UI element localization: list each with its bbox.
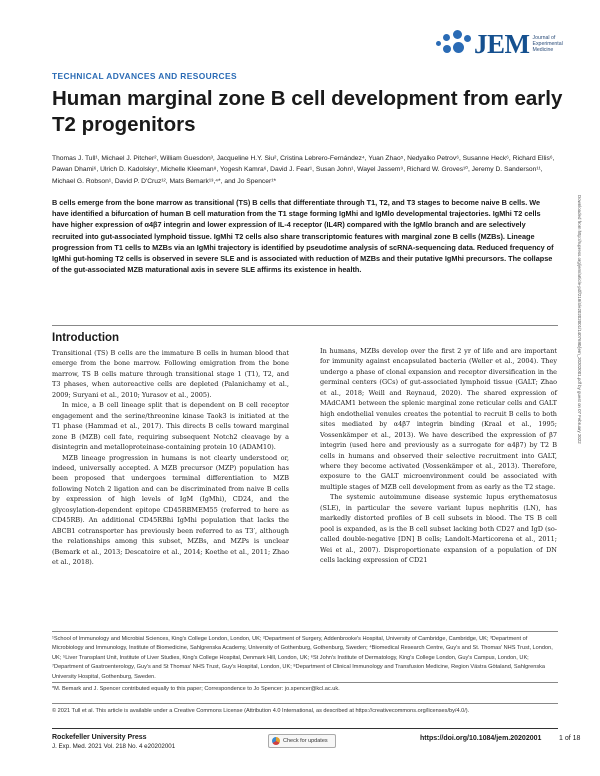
check-for-updates-button[interactable] (268, 734, 336, 748)
check-updates-icon (272, 737, 280, 745)
correspondence[interactable]: *M. Bemark and J. Spencer contributed equally to this paper; Correspondence to Jo Spencer: jo.spencer@kcl.ac.uk. (52, 686, 340, 692)
paragraph: MZB lineage progression in humans is not clearly understood or, indeed, universally accepted. A MZB precursor (MZP) population has been proposed that undergoes terminal differentiation to MZB following Notch 2 ligation and can be discriminated from naive B cells by expression of high levels of IgM (IgMhi), CD24, and the glycosylation-dependent epitope CD45RBMEM55 (referred to here as CD45RB). An additional CD45RBhi IgMhi population that lacks the ABCB1 cotransporter has previously been referred to as T3′, although the relationships among this subset, MZBs, and MZPs is unclear (Bemark et al., 2013; Descatoire et al., 2014; Koethe et al., 2011; Zhao et al., 2018). (52, 453, 289, 567)
author-list[interactable]: Thomas J. Tull¹, Michael J. Pitcher², William Guesdon³, Jacqueline H.Y. Siu², Cristina Lebrero-Fernández⁴, Yuan Zhao⁵, Nedyalko Petrov⁶, Susanne Heck⁶, Richard Ellis⁶, Pawan Dhami⁶, Ulrich D. Kadolsky⁷, Michelle Kleeman⁸, Yogesh Kamra⁶, David J. Fear¹, Susan John¹, Wayel Jassem⁹, Richard W. Groves¹⁰, Jeremy D. Sanderson¹¹, Michael G. Robson¹, David P. D'Cruz¹², Mats Bemark¹³,⁴*, and Jo Spencer¹* (52, 155, 555, 185)
paragraph: In mice, a B cell lineage split that is dependent on B cell receptor engagement and the serine/threonine kinase Taok3 is initiated at the T1 phase (Hammad et al., 2017). This directs B cells toward marginal zone B (MZB) cell fate, requiring subsequent Notch2 cleavage by a disintegrin and metalloproteinase-containing protein 10 (ADAM10). (52, 401, 289, 452)
logo-dots-icon (434, 29, 472, 59)
journal-logo (434, 26, 573, 62)
logo-subtitle: Journal of Experimental Medicine (532, 35, 563, 53)
download-notice-text: Downloaded from http://rupress.org/jem/article-pdf/218/4/e20202001/1407690/jem_20202001.pdf by guest on 07 February 2022 (577, 195, 582, 444)
download-notice (574, 195, 584, 615)
check-updates-label: Check for updates (283, 738, 328, 744)
paragraph: In humans, MZBs develop over the first 2 yr of life and are important for immunity against encapsulated bacteria (Weller et al., 2004). They undergo a phase of clonal expansion and receptor diversification in the germinal centers (GCs) of gut-associated lymphoid tissue (GALT; Zhao et al., 2018; Weill and Reynaud, 2020). The shared expression of MAdCAM1 between the splenic marginal zone reticular cells and GALT high endothelial venules creates the potential to recruit B cells to both sites mediated by α4β7 integrin binding (Kraal et al., 1995; Vossenkämper et al., 2013). We have described the expression of β7 integrin (used here and previously as a surrogate for α4β7) by T2 B cells in humans and observed their selective recruitment into GALT, where they become activated (Vossenkämper et al., 2013). Therefore, exposure to the GALT microenvironment could be associated with multiple stages of MZB cell development from as early as the T2 stage. (320, 347, 557, 491)
body-column-left (52, 348, 289, 568)
journal-citation: J. Exp. Med. 2021 Vol. 218 No. 4 e20202001 (52, 743, 176, 750)
affiliations: ¹School of Immunology and Microbial Sciences, King's College London, London, UK; ²Department of Surgery, Addenbrooke's Hospital, University of Cambridge, Cambridge, UK; ³Department of Microbiology and Immunology, Institute of Biomedicine, Sahlgrenska Academy, University of Gothenburg, Gothenburg, Sweden; ⁴Biomedical Research Centre, Guy's and St. Thomas' NHS Trust, London, UK; ⁵Liver Transplant Unit, Institute of Liver Studies, King's College Hospital, Denmark Hill, London, UK; ⁶St John's Institute of Dermatology, King's College London, Guy's Campus, London, UK; ⁷Department of Gastroenterology, Guy's and St Thomas' NHS Trust, Guy's Hospital, London, UK; ⁸Department of Clinical Immunology and Transfusion Medicine, Region Västra Götaland, Sahlgrenska University Hospital, Gothenburg, Sweden. (52, 636, 553, 680)
divider-footer (52, 728, 558, 729)
divider-correspondence (52, 682, 558, 683)
publisher-name: Rockefeller University Press (52, 734, 147, 741)
logo-wordmark: JEM (474, 28, 530, 59)
section-label: TECHNICAL ADVANCES AND RESOURCES (52, 71, 237, 81)
license-notice[interactable]: © 2021 Tull et al. This article is available under a Creative Commons License (Attribution 4.0 International, as described at https://creativecommons.org/licenses/by/4.0/). (52, 708, 470, 714)
paragraph: The systemic autoimmune disease systemic lupus erythematosus (SLE), in particular the severe variant lupus nephritis (LN), has markedly distorted profiles of B cell subsets in blood. The TS B cell pool is expanded, as is the B cell subset lacking both CD27 and IgD (so-called double-negative [DN] B cells; Landolt-Marticorena et al., 2011; Wei et al., 2007). Disproportionate expansion of a population of DN cells lacking expression of CD21 (320, 493, 557, 565)
divider-top (52, 325, 558, 326)
doi-link[interactable]: https://doi.org/10.1084/jem.20202001 (420, 735, 542, 742)
page-number: 1 of 18 (559, 735, 581, 742)
footer-publisher-block (52, 733, 175, 751)
abstract: B cells emerge from the bone marrow as transitional (TS) B cells that differentiate through T1, T2, and T3 stages to become naive B cells. We have identified a bifurcation of human B cell maturation from the T1 stage forming IgMhi and IgMlo developmental trajectories. IgMhi T2 cells have higher expression of α4β7 integrin and lower expression of IL-4 receptor (IL4R) compared with the IgMlo branch and are selectively recruited into gut-associated lymphoid tissue. IgMhi T2 cells also share transcriptomic features with marginal zone B cells (MZBs). Lineage progression from T1 cells to MZBs via an IgMhi trajectory is identified by pseudotime analysis of scRNA-sequencing data. Reduced frequency of IgMhi gut-homing T2 cells is observed in severe SLE and is associated with reduction of MZBs and their putative IgMhi precursors. The collapse of the gut-associated MZB maturational axis in severe SLE affirms its existence in health. (52, 198, 554, 275)
article-title: Human marginal zone B cell development from early T2 progenitors (52, 87, 563, 136)
section-heading-introduction: Introduction (52, 332, 120, 344)
body-column-right (320, 346, 557, 566)
divider-license (52, 703, 558, 704)
divider-footnotes (52, 631, 558, 632)
paragraph: Transitional (TS) B cells are the immature B cells in human blood that emerge from the bone marrow. Following emigration from the bone marrow, TS B cells mature through transitional stage 1 (T1), T2, and T3 phases, when autoreactive cells are depleted (Palanichamy et al., 2009; Suryani et al., 2010; Yurasov et al., 2005). (52, 349, 289, 399)
